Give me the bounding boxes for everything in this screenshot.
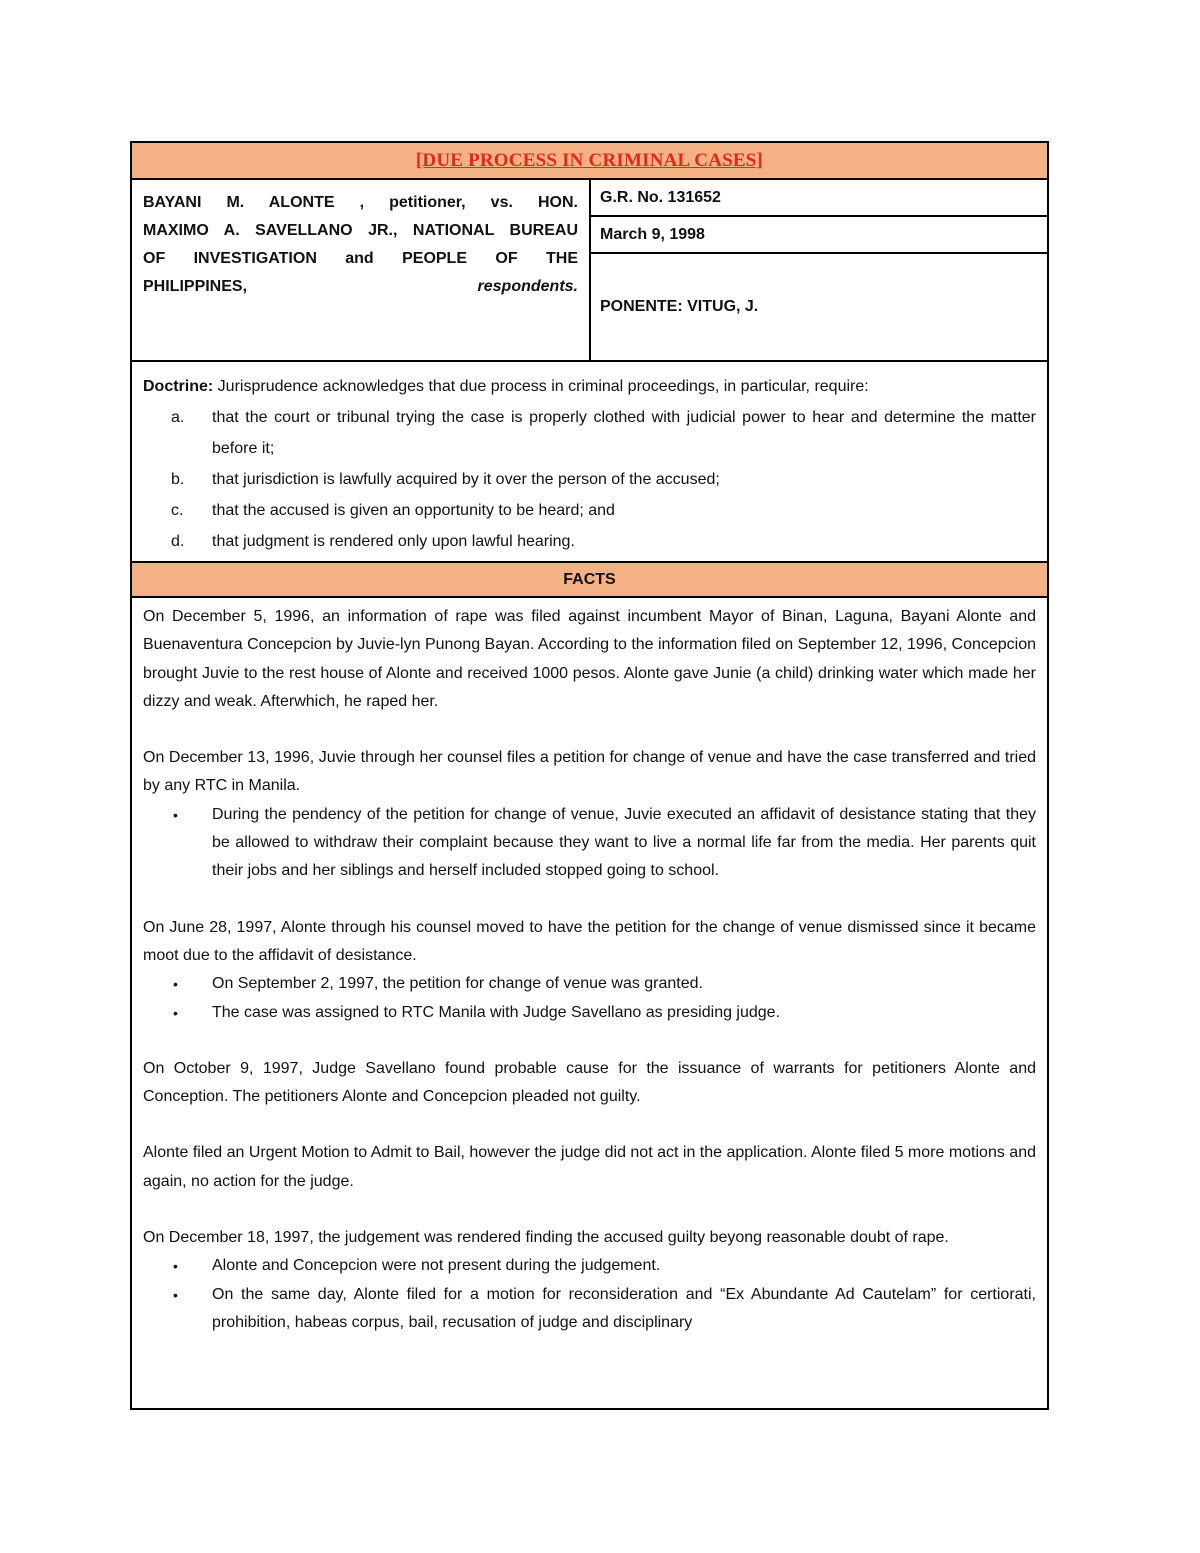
document-title: [DUE PROCESS IN CRIMINAL CASES] bbox=[415, 149, 764, 171]
item-text: that the court or tribunal trying the case is properly clothed with judicial power to hear and determine the matter before it; bbox=[212, 409, 1036, 457]
item-text: that the accused is given an opportunity to be heard; and bbox=[212, 502, 615, 519]
facts-bullets bbox=[143, 1252, 1036, 1337]
bullet-text: Alonte and Concepcion were not present during the judgement. bbox=[212, 1257, 661, 1275]
facts-heading-row bbox=[132, 563, 1047, 598]
case-info-row bbox=[132, 180, 1047, 362]
bullet-glyph: • bbox=[173, 1258, 178, 1275]
bullet-item bbox=[143, 801, 1036, 886]
facts-paragraph: On December 18, 1997, the judgement was rendered finding the accused guilty beyong reasonable doubt of rape. bbox=[143, 1229, 949, 1247]
respondents-label: respondents. bbox=[477, 278, 578, 295]
doctrine-item bbox=[143, 526, 1036, 557]
gr-number: G.R. No. 131652 bbox=[591, 180, 1047, 217]
facts-paragraph: On December 5, 1996, an information of rape was filed against incumbent Mayor of Binan, Laguna, Bayani Alonte and Buenaventura Concepcion by Juvie-lyn Punong Bayan. According to the information filed on September 12, 1996, Concepcion brought Juvie to the rest house of Alonte and received 1000 pesos. Alonte gave Junie (a child) drinking water which made her dizzy and weak. Afterwhich, he raped her. bbox=[143, 608, 1037, 710]
case-meta bbox=[591, 180, 1047, 360]
bullet-glyph: • bbox=[173, 976, 178, 993]
facts-heading: FACTS bbox=[563, 570, 616, 588]
bullet-text: During the pendency of the petition for change of venue, Juvie executed an affidavit of desistance stating that they be allowed to withdraw their complaint because they want to live a normal life far from the media. Her parents quit their jobs and her siblings and herself included stopped going to school. bbox=[212, 805, 1036, 880]
facts-paragraph: On October 9, 1997, Judge Savellano found probable cause for the issuance of warrants for petitioners Alonte and Conception. The petitioners Alonte and Concepcion pleaded not guilty. bbox=[143, 1059, 1036, 1106]
doctrine-text: Jurisprudence acknowledges that due process in criminal proceedings, in particular, require: bbox=[213, 378, 869, 395]
facts-paragraph: On June 28, 1997, Alonte through his counsel moved to have the petition for the change of venue dismissed since it became moot due to the affidavit of desistance. bbox=[143, 918, 1036, 964]
bullet-text: On September 2, 1997, the petition for change of venue was granted. bbox=[212, 975, 703, 993]
facts-paragraph: On December 13, 1996, Juvie through her counsel files a petition for change of venue and have the case transferred and tried by any RTC in Manila. bbox=[143, 749, 1036, 795]
ponente: PONENTE: VITUG, J. bbox=[600, 298, 759, 315]
item-marker: b. bbox=[171, 471, 185, 488]
bullet-item bbox=[143, 999, 1036, 1027]
doctrine-item bbox=[143, 402, 1036, 464]
bullet-glyph: • bbox=[173, 1286, 178, 1303]
parties-line: OF INVESTIGATION and PEOPLE OF THE bbox=[143, 250, 578, 267]
case-parties bbox=[132, 180, 591, 360]
doctrine-item bbox=[143, 464, 1036, 495]
title-row bbox=[132, 143, 1047, 180]
doctrine-list bbox=[143, 402, 1036, 557]
facts-section bbox=[132, 598, 1047, 1337]
bullet-text: The case was assigned to RTC Manila with Judge Savellano as presiding judge. bbox=[212, 1003, 781, 1021]
doctrine-section bbox=[132, 362, 1047, 563]
bullet-item bbox=[143, 970, 1036, 998]
doctrine-label: Doctrine: bbox=[143, 378, 214, 395]
parties-line: PHILIPPINES, bbox=[143, 278, 248, 295]
facts-bullets bbox=[143, 801, 1036, 886]
decision-date: March 9, 1998 bbox=[591, 217, 1047, 254]
item-marker: d. bbox=[171, 533, 185, 550]
bullet-glyph: • bbox=[173, 806, 178, 823]
parties-line: MAXIMO A. SAVELLANO JR., NATIONAL BUREAU bbox=[143, 222, 578, 239]
bullet-text: On the same day, Alonte filed for a motion for reconsideration and “Ex Abundante Ad Cautelam” for certiorati, prohibition, habeas corpus, bail, recusation of judge and disciplinary bbox=[212, 1285, 1036, 1331]
item-text: that jurisdiction is lawfully acquired by it over the person of the accused; bbox=[212, 471, 720, 488]
facts-paragraph: Alonte filed an Urgent Motion to Admit to Bail, however the judge did not act in the application. Alonte filed 5 more motions and again, no action for the judge. bbox=[143, 1144, 1036, 1190]
case-digest-table bbox=[130, 141, 1049, 1410]
bullet-glyph: • bbox=[173, 1004, 178, 1021]
bullet-item bbox=[143, 1281, 1036, 1338]
doctrine-item bbox=[143, 495, 1036, 526]
item-text: that judgment is rendered only upon lawful hearing. bbox=[212, 533, 575, 550]
facts-bullets bbox=[143, 970, 1036, 1027]
parties-line: BAYANI M. ALONTE , petitioner, vs. HON. bbox=[143, 194, 578, 211]
bullet-item bbox=[143, 1252, 1036, 1280]
item-marker: a. bbox=[171, 409, 185, 426]
item-marker: c. bbox=[171, 502, 184, 519]
doctrine-intro bbox=[143, 371, 1036, 402]
parties-line-last bbox=[143, 273, 578, 301]
